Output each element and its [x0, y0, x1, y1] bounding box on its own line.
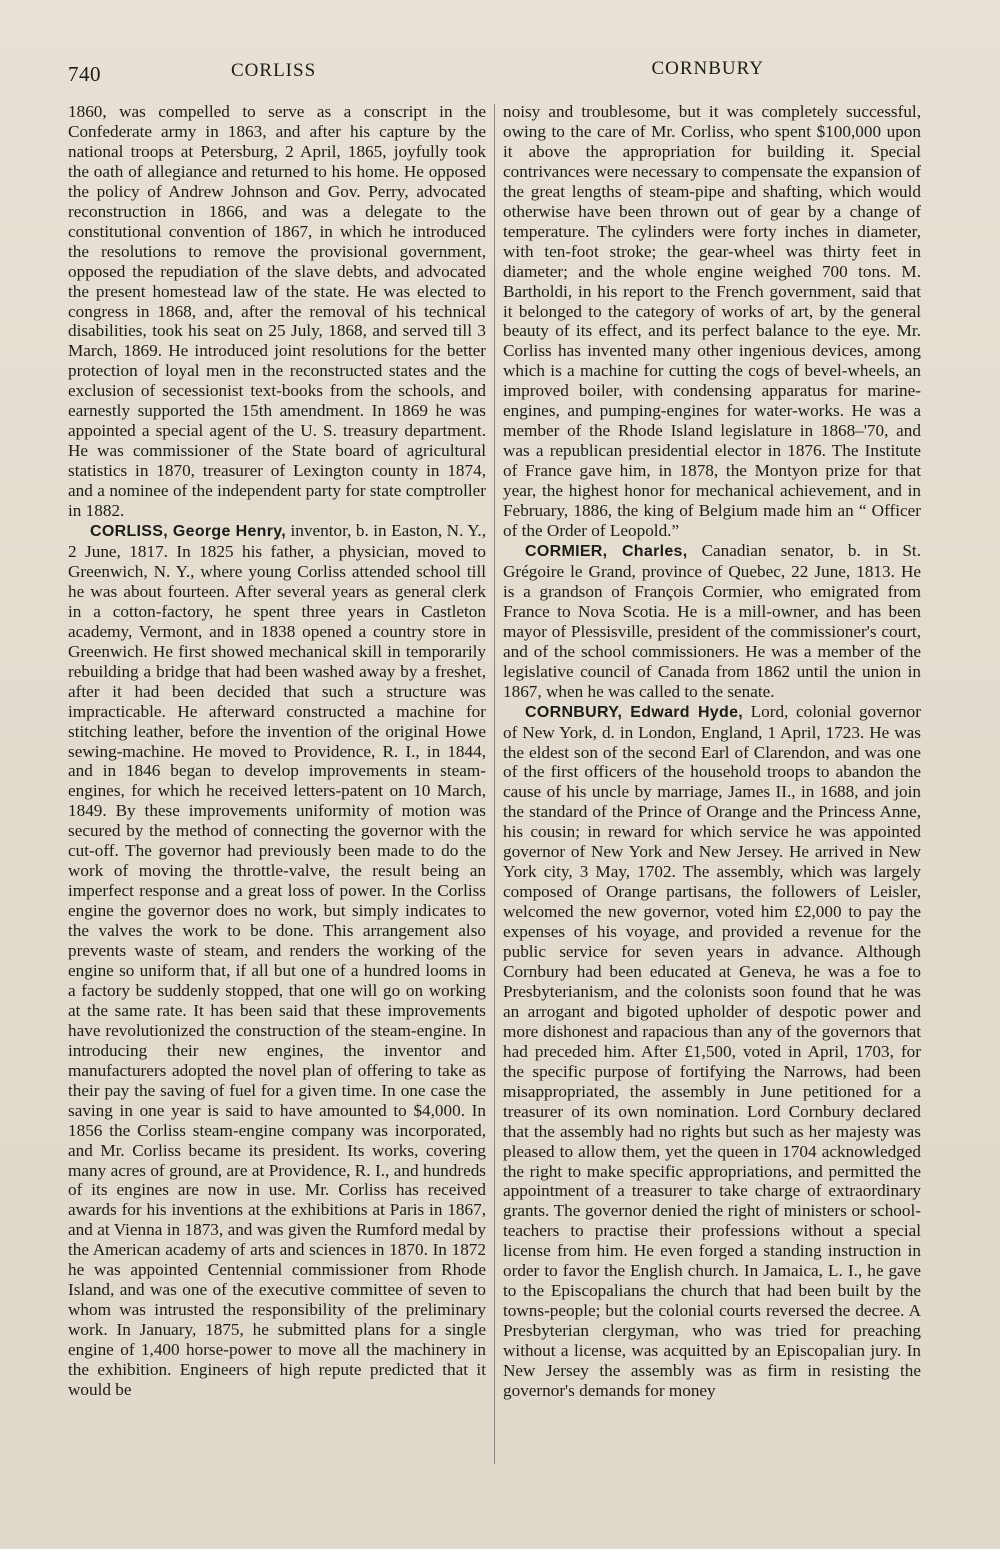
entry-headword: CORNBURY, Edward Hyde, — [525, 703, 744, 721]
entry-headword: CORMIER, Charles, — [525, 542, 688, 560]
entry-corliss — [68, 521, 486, 1400]
left-running-head: CORLISS — [231, 60, 317, 81]
left-column — [68, 102, 486, 1400]
entry-body: Lord, colonial governor of New York, d. in London, England, 1 April, 1723. He was the eldest son of the second Earl of Clarendon, and was one of the first officers of the household troops to abandon the cause of his uncle by marriage, James II., in 1688, and join the standard of the Prince of Orange and the Princess Anne, his cousin; in reward for which service he was appointed governor of New York and New Jersey. He arrived in New York city, 3 May, 1702. The assembly, which was largely composed of Orange partisans, the followers of Leisler, welcomed the new governor, voted him £2,000 to pay the expenses of his voyage, and provided a revenue for the public service for seven years in advance. Although Cornbury had been educated at Geneva, he was a foe to Presbyterianism, and the colonists soon found that he was an arrogant and bigoted upholder of despotic power and more dishonest and rapacious than any of the governors that had preceded him. After £1,500, voted in April, 1703, for the specific purpose of fortifying the Narrows, had been misappropriated, the assembly in June petitioned for a treasurer of its own nomination. Lord Cornbury declared that the assembly had no rights but such as her majesty was pleased to allow them, yet the queen in 1704 acknowledged the right to make specific appropriations, and permitted the appointment of a treasurer to take charge of extraordinary grants. The governor denied the right of ministers or school-teachers to practise their professions without a special license from him. He even forged a standing instruction in order to favor the English church. In Jamaica, L. I., he gave to the Episcopalians the church that had been built by the towns-people; but the colonial courts reversed the decree. A Presbyterian clergyman, who was tried for preaching without a license, was acquitted by an Episcopalian jury. In New Jersey the assembly was as firm in resisting the governor's demands for money — [503, 701, 922, 1400]
entry-body: inventor, b. in Easton, N. Y., 2 June, 1817. In 1825 his father, a physician, moved to Greenwich, N. Y., where young Corliss attended school till he was about fourteen. After several years as general clerk in a cotton-factory, he spent three years in Castleton academy, Vermont, and in 1838 opened a country store in Greenwich. He first showed mechanical skill in temporarily rebuilding a bridge that had been washed away by a freshet, after it had been decided that such a structure was impracticable. He afterward constructed a machine for stitching leather, before the invention of the original Howe sewing-machine. He moved to Providence, R. I., in 1844, and in 1846 began to develop improvements in steam-engines, for which he received letters-patent on 10 March, 1849. By these improvements uniformity of motion was secured by the method of connecting the governor with the cut-off. The governor had previously been made to do the work of moving the throttle-valve, the result being an imperfect response and a great loss of power. In the Corliss engine the governor does no work, but simply indicates to the valves the work to be done. This arrangement also prevents waste of steam, and renders the working of the engine so uniform that, if all but one of a hundred looms in a factory be suddenly stopped, that one will go on working at the same rate. It has been said that these improvements have revolutionized the construction of the steam-engine. In introducing their new engines, the inventor and manufacturers adopted the novel plan of offering to take as their pay the saving of fuel for a given time. In one case the saving in one year is said to have amounted to $4,000. In 1856 the Corliss steam-engine company was incorporated, and Mr. Corliss became its president. Its works, covering many acres of ground, are at Providence, R. I., and hundreds of its engines are now in use. Mr. Corliss has received awards for his inventions at the exhibitions at Paris in 1867, and at Vienna in 1873, and was given the Rumford medal by the American academy of arts and sciences in 1870. In 1872 he was appointed Centennial commissioner from Rhode Island, and was one of the executive committee of seven to whom was intrusted the responsibility of the preliminary work. In January, 1875, he submitted plans for a single engine of 1,400 horse-power to move all the machinery in the exhibition. Engineers of high repute predicted that it would be — [68, 521, 486, 1399]
continued-entry-text: 1860, was compelled to serve as a conscript in the Confederate army in 1863, and after his capture by the national troops at Petersburg, 2 April, 1865, joyfully took the oath of allegiance and returned to his home. He opposed the policy of Andrew Johnson and Gov. Perry, advocated reconstruction in 1866, and was a delegate to the constitutional convention of 1867, in which he introduced the resolutions to remove the provisional government, opposed the repudiation of the slave debts, and advocated the present homestead law of the state. He was elected to congress in 1868, and, after the removal of his technical disabilities, took his seat on 25 July, 1868, and served till 3 March, 1869. He introduced joint resolutions for the better protection of loyal men in the reconstructed states and the exclusion of secessionist text-books from the schools, and earnestly supported the 15th amendment. In 1869 he was appointed a special agent of the U. S. treasury department. He was commissioner of the State board of agricultural statistics in 1870, treasurer of Lexington county in 1874, and a nominee of the independent party for state comptroller in 1882. — [68, 102, 486, 521]
column-divider — [494, 104, 495, 1464]
continued-entry-text: noisy and troublesome, but it was completely successful, owing to the care of Mr. Corliss, who spent $100,000 upon it above the appropriation for building it. Special contrivances were necessary to compensate the expansion of the great lengths of steam-pipe and shafting, which would otherwise have been thrown out of gear by a change of temperature. The cylinders were forty inches in diameter, with ten-foot stroke; the gear-wheel was thirty feet in diameter; and the whole engine weighed 700 tons. M. Bartholdi, in his report to the French government, said that it belonged to the category of works of art, by the general beauty of its effect, and its perfect balance to the eye. Mr. Corliss has invented many other ingenious devices, among which is a machine for cutting the cogs of bevel-wheels, an improved boiler, with condensing apparatus for marine-engines, and pumping-engines for water-works. He was a member of the Rhode Island legislature in 1868–'70, and was a republican presidential elector in 1876. The Institute of France gave him, in 1878, the Montyon prize for that year, the highest honor for mechanical achievement, and in February, 1886, the king of Belgium made him an “ Officer of the Order of Leopold.” — [503, 102, 921, 541]
right-running-head: CORNBURY — [651, 58, 764, 79]
entry-headword: CORLISS, George Henry, — [90, 523, 287, 541]
running-header — [68, 58, 930, 86]
entry-cormier — [503, 541, 921, 702]
right-column — [503, 102, 921, 1401]
entry-cornbury — [503, 702, 921, 1401]
page-number: 740 — [68, 62, 101, 86]
entry-body: Canadian senator, b. in St. Grégoire le Grand, province of Quebec, 22 June, 1813. He is a grandson of François Cormier, who emigrated from France to Nova Scotia. He is a mill-owner, and has been mayor of Plessisville, president of the commissioner's court, and of the school commissioners. He was a member of the legislative council of Canada from 1862 until the union in 1867, when he was called to the senate. — [503, 540, 921, 701]
